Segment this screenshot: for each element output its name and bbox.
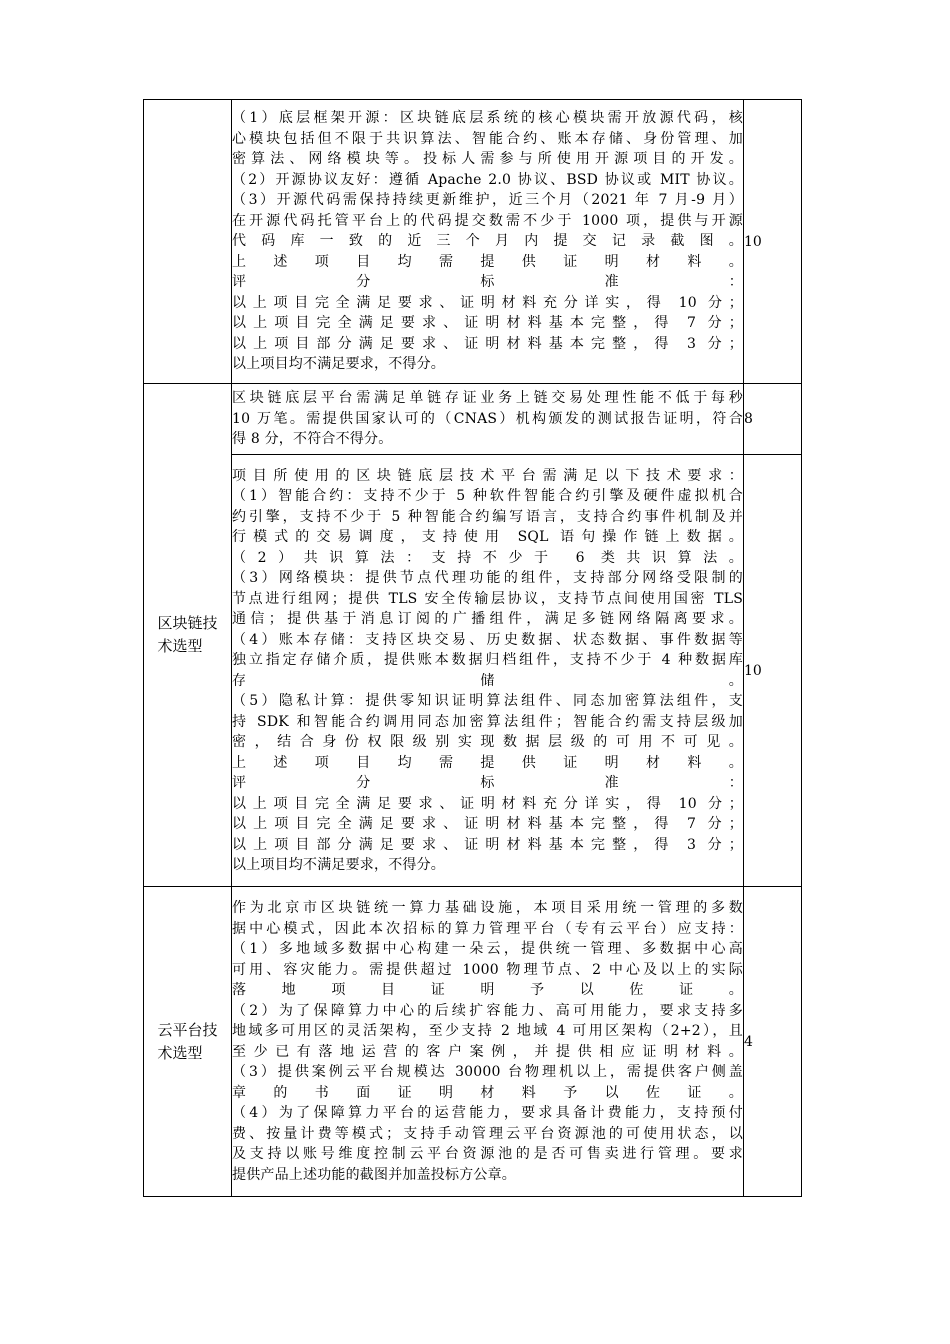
requirement-line: （3）提供案例云平台规模达 30000 台物理机以上，需提供客户侧盖 — [232, 1064, 743, 1080]
scoring-table — [143, 99, 802, 1197]
requirement-line: 心模块包括但不限于共识算法、智能合约、账本存储、身份管理、加 — [232, 130, 743, 147]
category-label-line: 区块链技 — [157, 614, 218, 632]
requirement-line: （2）开源协议友好：遵循 Apache 2.0 协议、BSD 协议或 MIT 协议。 — [232, 171, 743, 188]
requirement-line: 行模式的交易调度，支持使用 SQL 语句操作链上数据。 — [232, 529, 743, 545]
requirement-cell — [232, 100, 744, 384]
requirement-line: 上述项目均需提供证明材料。 — [232, 754, 743, 771]
requirement-line: 以上项目完全满足要求、证明材料充分详实，得 10 分； — [232, 795, 743, 812]
requirement-line: （2）共识算法：支持不少于 6 类共识算法。 — [232, 549, 743, 566]
requirement-line: 评分标准： — [232, 775, 743, 791]
score-cell: 8 — [744, 384, 802, 455]
requirement-line: 密算法、网络模块等。投标人需参与所使用开源项目的开发。 — [232, 151, 743, 168]
category-label-line: 术选型 — [157, 1043, 203, 1062]
requirement-line: 以上项目均不满足要求，不得分。 — [232, 857, 445, 873]
requirement-line: 地域多可用区的灵活架构，至少支持 2 地域 4 可用区架构（2+2），且 — [232, 1023, 743, 1039]
table-row — [144, 455, 802, 887]
requirement-line: 10 万笔。需提供国家认可的（CNAS）机构颁发的测试报告证明，符合 — [232, 410, 743, 427]
requirement-line: 以上项目部分满足要求、证明材料基本完整，得 3 分； — [232, 335, 743, 352]
score-cell: 10 — [744, 455, 802, 887]
requirement-line: 代码库一致的近三个月内提交记录截图。 — [232, 233, 743, 250]
requirement-line: 落地项目证明予以佐证。 — [232, 982, 743, 998]
category-label-line: 术选型 — [157, 637, 203, 655]
requirement-cell — [232, 455, 744, 887]
requirement-line: （2）为了保障算力中心的后续扩容能力、高可用能力，要求支持多 — [232, 1002, 743, 1019]
requirement-line: 以上项目完全满足要求、证明材料基本完整，得 7 分； — [232, 816, 743, 832]
requirement-line: 约引擎，支持不少于 5 种智能合约编写语言，支持合约事件机制及并 — [232, 508, 743, 525]
requirement-line: 得 8 分，不符合不得分。 — [232, 431, 393, 448]
requirement-line: 节点进行组网；提供 TLS 安全传输层协议，支持节点间使用国密 TLS — [232, 590, 743, 607]
requirement-line: 费、按量计费等模式；支持手动管理云平台资源池的可使用状态，以 — [232, 1125, 743, 1142]
requirement-line: （4）为了保障算力平台的运营能力，要求具备计费能力，支持预付 — [232, 1105, 743, 1121]
requirement-line: 项目所使用的区块链底层技术平台需满足以下技术要求： — [232, 467, 743, 484]
requirement-line: 可用、容灾能力。需提供超过 1000 物理节点、2 中心及以上的实际 — [232, 961, 743, 978]
requirement-line: （4）账本存储：支持区块交易、历史数据、状态数据、事件数据等 — [232, 631, 743, 648]
requirement-line: 存储。 — [232, 672, 743, 689]
requirement-line: 至少已有落地运营的客户案例，并提供相应证明材料。 — [232, 1043, 743, 1060]
requirement-line: 及支持以账号维度控制云平台资源池的是否可售卖进行管理。要求 — [232, 1146, 743, 1162]
category-cell — [144, 887, 232, 1197]
table-row — [144, 100, 802, 384]
requirement-line: 以上项目完全满足要求、证明材料充分详实，得 10 分； — [232, 294, 743, 311]
requirement-line: 据中心模式，因此本次招标的算力管理平台（专有云平台）应支持： — [232, 920, 743, 937]
requirement-line: 作为北京市区块链统一算力基础设施，本项目采用统一管理的多数 — [232, 900, 743, 916]
requirement-line: （3）网络模块：提供节点代理功能的组件，支持部分网络受限制的 — [232, 570, 743, 586]
category-cell — [144, 384, 232, 887]
requirement-line: 以上项目完全满足要求、证明材料基本完整，得 7 分； — [232, 315, 743, 332]
requirement-cell — [232, 887, 744, 1197]
requirement-cell — [232, 384, 744, 455]
requirement-line: 通信；提供基于消息订阅的广播组件，满足多链网络隔离要求。 — [232, 611, 743, 627]
requirement-line: （1）多地域多数据中心构建一朵云，提供统一管理、多数据中心高 — [232, 941, 743, 957]
requirement-line: 章的书面证明材料予以佐证。 — [232, 1084, 743, 1101]
requirement-line: （3）开源代码需保持持续更新维护，近三个月（2021 年 7 月-9 月） — [232, 192, 743, 209]
category-label-line: 云平台技 — [157, 1020, 218, 1039]
requirement-line: 以上项目部分满足要求、证明材料基本完整，得 3 分； — [232, 836, 743, 853]
score-cell: 4 — [744, 887, 802, 1197]
table-row — [144, 384, 802, 455]
requirement-line: 持 SDK 和智能合约调用同态加密算法组件；智能合约需支持层级加 — [232, 713, 743, 730]
requirement-line: （1）底层框架开源：区块链底层系统的核心模块需开放源代码，核 — [232, 110, 743, 127]
requirement-line: 密，结合身份权限级别实现数据层级的可用不可见。 — [232, 734, 743, 750]
requirement-line: 在开源代码托管平台上的代码提交数需不少于 1000 项，提供与开源 — [232, 212, 743, 229]
requirement-line: 提供产品上述功能的截图并加盖投标方公章。 — [232, 1166, 516, 1183]
requirement-line: 上述项目均需提供证明材料。 — [232, 253, 743, 270]
requirement-line: 以上项目均不满足要求，不得分。 — [232, 356, 445, 373]
requirement-line: （5）隐私计算：提供零知识证明算法组件、同态加密算法组件，支 — [232, 693, 743, 709]
score-cell: 10 — [744, 100, 802, 384]
category-cell — [144, 100, 232, 384]
requirement-line: 区块链底层平台需满足单链存证业务上链交易处理性能不低于每秒 — [232, 390, 743, 407]
requirement-line: 评分标准： — [232, 274, 743, 291]
requirement-line: （1）智能合约：支持不少于 5 种软件智能合约引擎及硬件虚拟机合 — [232, 488, 743, 504]
table-row — [144, 887, 802, 1197]
requirement-line: 独立指定存储介质，提供账本数据归档组件，支持不少于 4 种数据库 — [232, 652, 743, 668]
